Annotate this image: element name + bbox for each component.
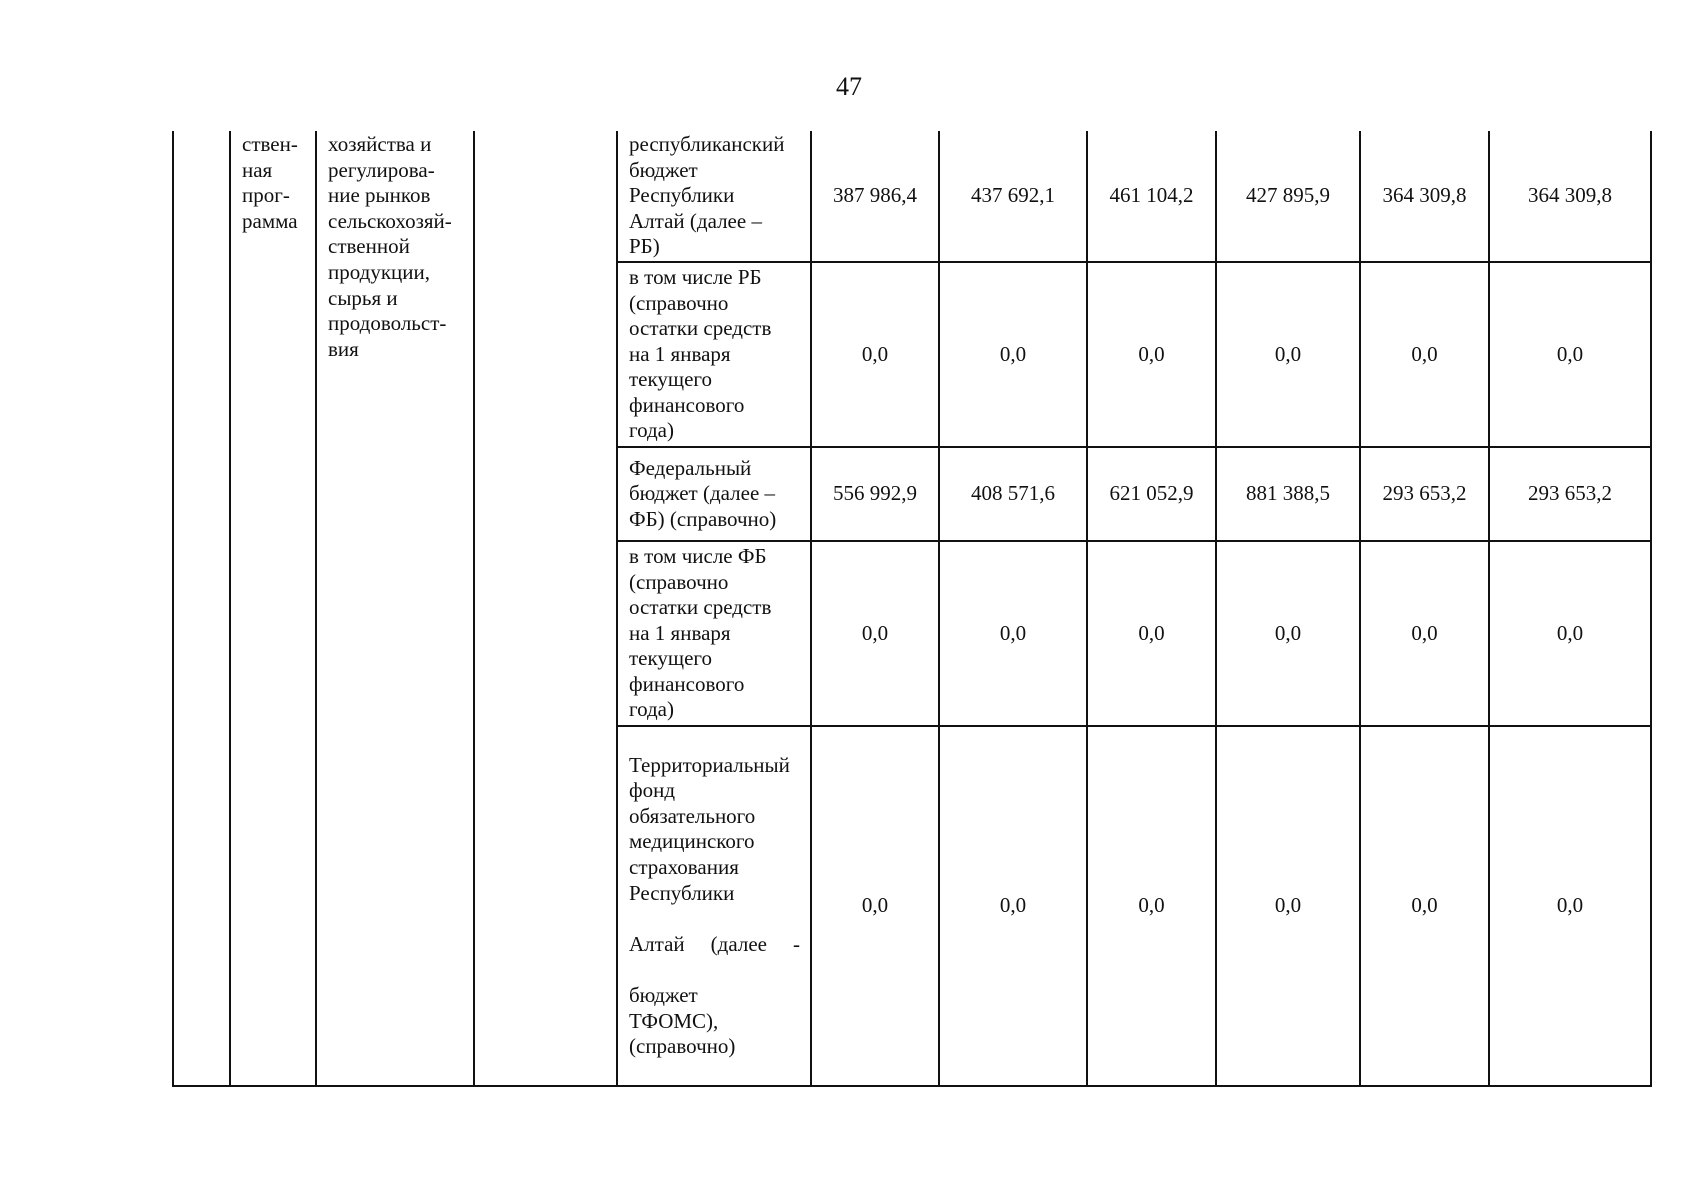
value-cell: 0,0: [1087, 726, 1216, 1086]
number-cell: [173, 131, 230, 1086]
value-cell: 293 653,2: [1489, 447, 1651, 541]
value-cell: 0,0: [1216, 726, 1360, 1086]
value-cell: 0,0: [811, 726, 939, 1086]
value-cell: 0,0: [1360, 541, 1489, 726]
funding-source-cell: республиканский бюджет Республики Алтай (далее – РБ): [617, 131, 811, 262]
value-cell: 461 104,2: [1087, 131, 1216, 262]
value-cell: 0,0: [939, 262, 1087, 447]
value-cell: 408 571,6: [939, 447, 1087, 541]
value-cell: 0,0: [1489, 262, 1651, 447]
budget-table: [172, 131, 1652, 1087]
value-cell: 0,0: [1360, 726, 1489, 1086]
funding-source-word: (далее: [710, 931, 767, 956]
value-cell: 621 052,9: [1087, 447, 1216, 541]
value-cell: 0,0: [811, 262, 939, 447]
funding-source-cell: в том числе РБ (справочно остатки средств на 1 января текущего финансового года): [617, 262, 811, 447]
value-cell: 0,0: [1360, 262, 1489, 447]
value-cell: 881 388,5: [1216, 447, 1360, 541]
funding-source-word: -: [792, 931, 800, 956]
funding-source-text: бюджет ТФОМС), (справочно): [629, 982, 736, 1059]
funding-source-cell: в том числе ФБ (справочно остатки средств на 1 января текущего финансового года): [617, 541, 811, 726]
value-cell: 0,0: [939, 541, 1087, 726]
value-cell: 0,0: [1489, 541, 1651, 726]
value-cell: 293 653,2: [1360, 447, 1489, 541]
value-cell: 556 992,9: [811, 447, 939, 541]
value-cell: 387 986,4: [811, 131, 939, 262]
value-cell: 364 309,8: [1489, 131, 1651, 262]
value-cell: 0,0: [1087, 262, 1216, 447]
program-name-cell: хозяйства и регулирова- ние рынков сельскохозяй- ственной продукции, сырья и продовольст- вия: [316, 131, 474, 1086]
value-cell: 0,0: [1087, 541, 1216, 726]
value-cell: 0,0: [1216, 541, 1360, 726]
funding-source-cell: [617, 726, 811, 1086]
value-cell: 364 309,8: [1360, 131, 1489, 262]
value-cell: 427 895,9: [1216, 131, 1360, 262]
program-type-cell: ствен- ная прог- рамма: [230, 131, 316, 1086]
funding-source-text: Территориальный фонд обязательного медицинского страхования Республики: [629, 752, 790, 905]
value-cell: 0,0: [811, 541, 939, 726]
table-row: [173, 131, 1651, 262]
funding-source-justified-line: [629, 932, 800, 958]
value-cell: 0,0: [1489, 726, 1651, 1086]
value-cell: 0,0: [1216, 262, 1360, 447]
funding-source-cell: Федеральный бюджет (далее – ФБ) (справочно): [617, 447, 811, 541]
value-cell: 437 692,1: [939, 131, 1087, 262]
value-cell: 0,0: [939, 726, 1087, 1086]
executor-cell: [474, 131, 617, 1086]
funding-source-word: Алтай: [629, 931, 685, 956]
page-number: 47: [836, 72, 862, 101]
